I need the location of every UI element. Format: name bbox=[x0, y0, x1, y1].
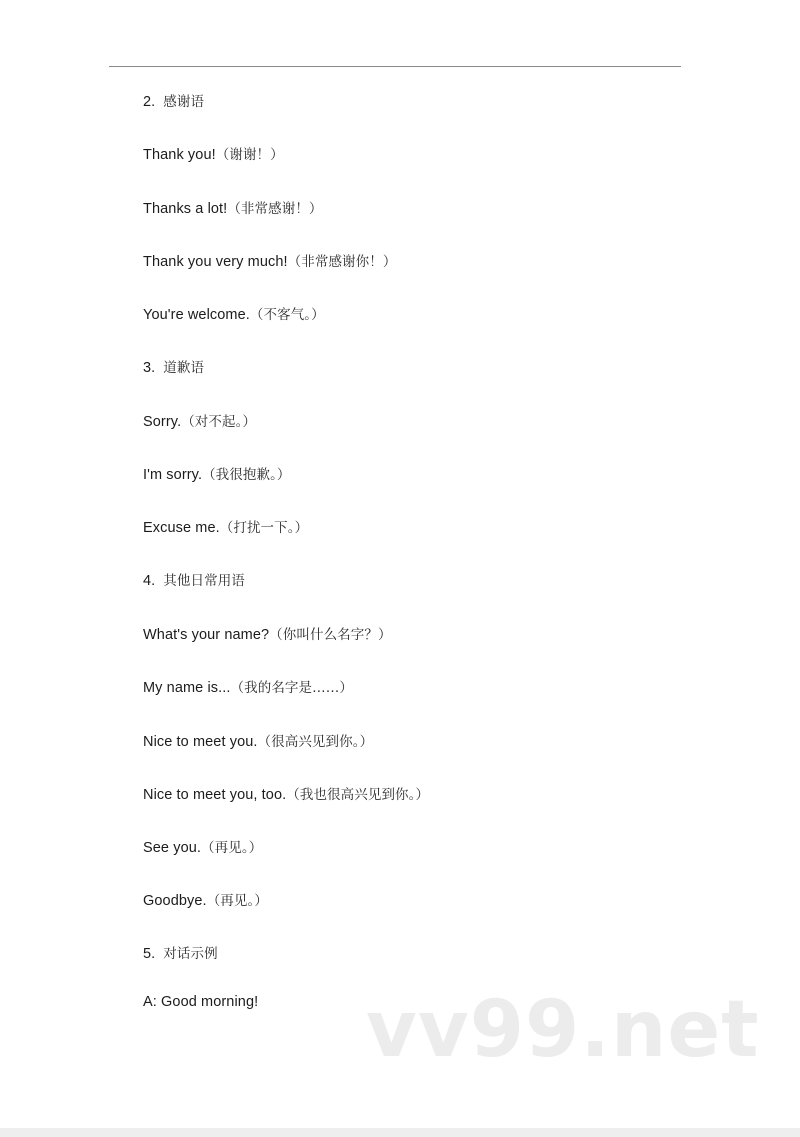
phrase-line bbox=[143, 199, 323, 219]
phrase-chinese: （非常感谢！） bbox=[227, 201, 323, 217]
phrase-line bbox=[143, 252, 396, 272]
phrase-english: My name is... bbox=[143, 680, 231, 696]
phrase-line bbox=[143, 465, 291, 485]
phrase-english: Goodbye. bbox=[143, 893, 207, 909]
section-heading-dialogue bbox=[143, 944, 218, 964]
section-heading-daily bbox=[143, 571, 245, 591]
section-title: 其他日常用语 bbox=[163, 573, 245, 589]
phrase-english: Thank you! bbox=[143, 147, 216, 163]
phrase-line bbox=[143, 785, 429, 805]
section-number: 4. bbox=[143, 573, 156, 589]
phrase-english: Excuse me. bbox=[143, 520, 220, 536]
phrase-line bbox=[143, 625, 392, 645]
phrase-chinese: （不客气。） bbox=[249, 307, 325, 323]
phrase-chinese: （我也很高兴见到你。） bbox=[286, 787, 430, 803]
phrase-line bbox=[143, 891, 268, 911]
phrase-english: Nice to meet you, too. bbox=[143, 787, 287, 803]
phrase-chinese: （你叫什么名字？） bbox=[269, 627, 392, 643]
watermark: vv99.net bbox=[366, 985, 760, 1075]
phrase-english: Nice to meet you. bbox=[143, 734, 258, 750]
section-number: 3. bbox=[143, 360, 156, 376]
section-title: 对话示例 bbox=[163, 946, 218, 962]
phrase-english: I'm sorry. bbox=[143, 467, 203, 483]
phrase-english: Sorry. bbox=[143, 414, 182, 430]
section-number: 2. bbox=[143, 94, 156, 110]
phrase-english: A: Good morning! bbox=[143, 994, 259, 1010]
dialogue-line bbox=[143, 992, 258, 1012]
phrase-line bbox=[143, 678, 353, 698]
phrase-chinese: （再见。） bbox=[206, 893, 268, 909]
phrase-line bbox=[143, 518, 308, 538]
phrase-chinese: （再见。） bbox=[201, 840, 263, 856]
phrase-chinese: （打扰一下。） bbox=[219, 520, 309, 536]
section-title: 感谢语 bbox=[163, 94, 205, 110]
phrase-line bbox=[143, 732, 373, 752]
phrase-chinese: （我的名字是……） bbox=[230, 680, 353, 696]
header-rule bbox=[109, 66, 681, 67]
page-bottom-edge bbox=[0, 1128, 800, 1137]
phrase-chinese: （谢谢！） bbox=[215, 147, 284, 163]
phrase-chinese: （我很抱歉。） bbox=[202, 467, 291, 483]
phrase-line bbox=[143, 412, 256, 432]
phrase-line bbox=[143, 305, 325, 325]
phrase-english: Thank you very much! bbox=[143, 254, 288, 270]
phrase-english: You're welcome. bbox=[143, 307, 250, 323]
section-heading-thanks bbox=[143, 92, 204, 112]
section-heading-apology bbox=[143, 358, 204, 378]
phrase-english: See you. bbox=[143, 840, 202, 856]
phrase-chinese: （非常感谢你！） bbox=[287, 254, 397, 270]
phrase-english: What's your name? bbox=[143, 627, 270, 643]
phrase-english: Thanks a lot! bbox=[143, 201, 228, 217]
phrase-chinese: （对不起。） bbox=[181, 414, 257, 430]
phrase-line bbox=[143, 145, 284, 165]
phrase-line bbox=[143, 838, 262, 858]
section-title: 道歉语 bbox=[163, 360, 205, 376]
phrase-chinese: （很高兴见到你。） bbox=[257, 734, 374, 750]
section-number: 5. bbox=[143, 946, 156, 962]
